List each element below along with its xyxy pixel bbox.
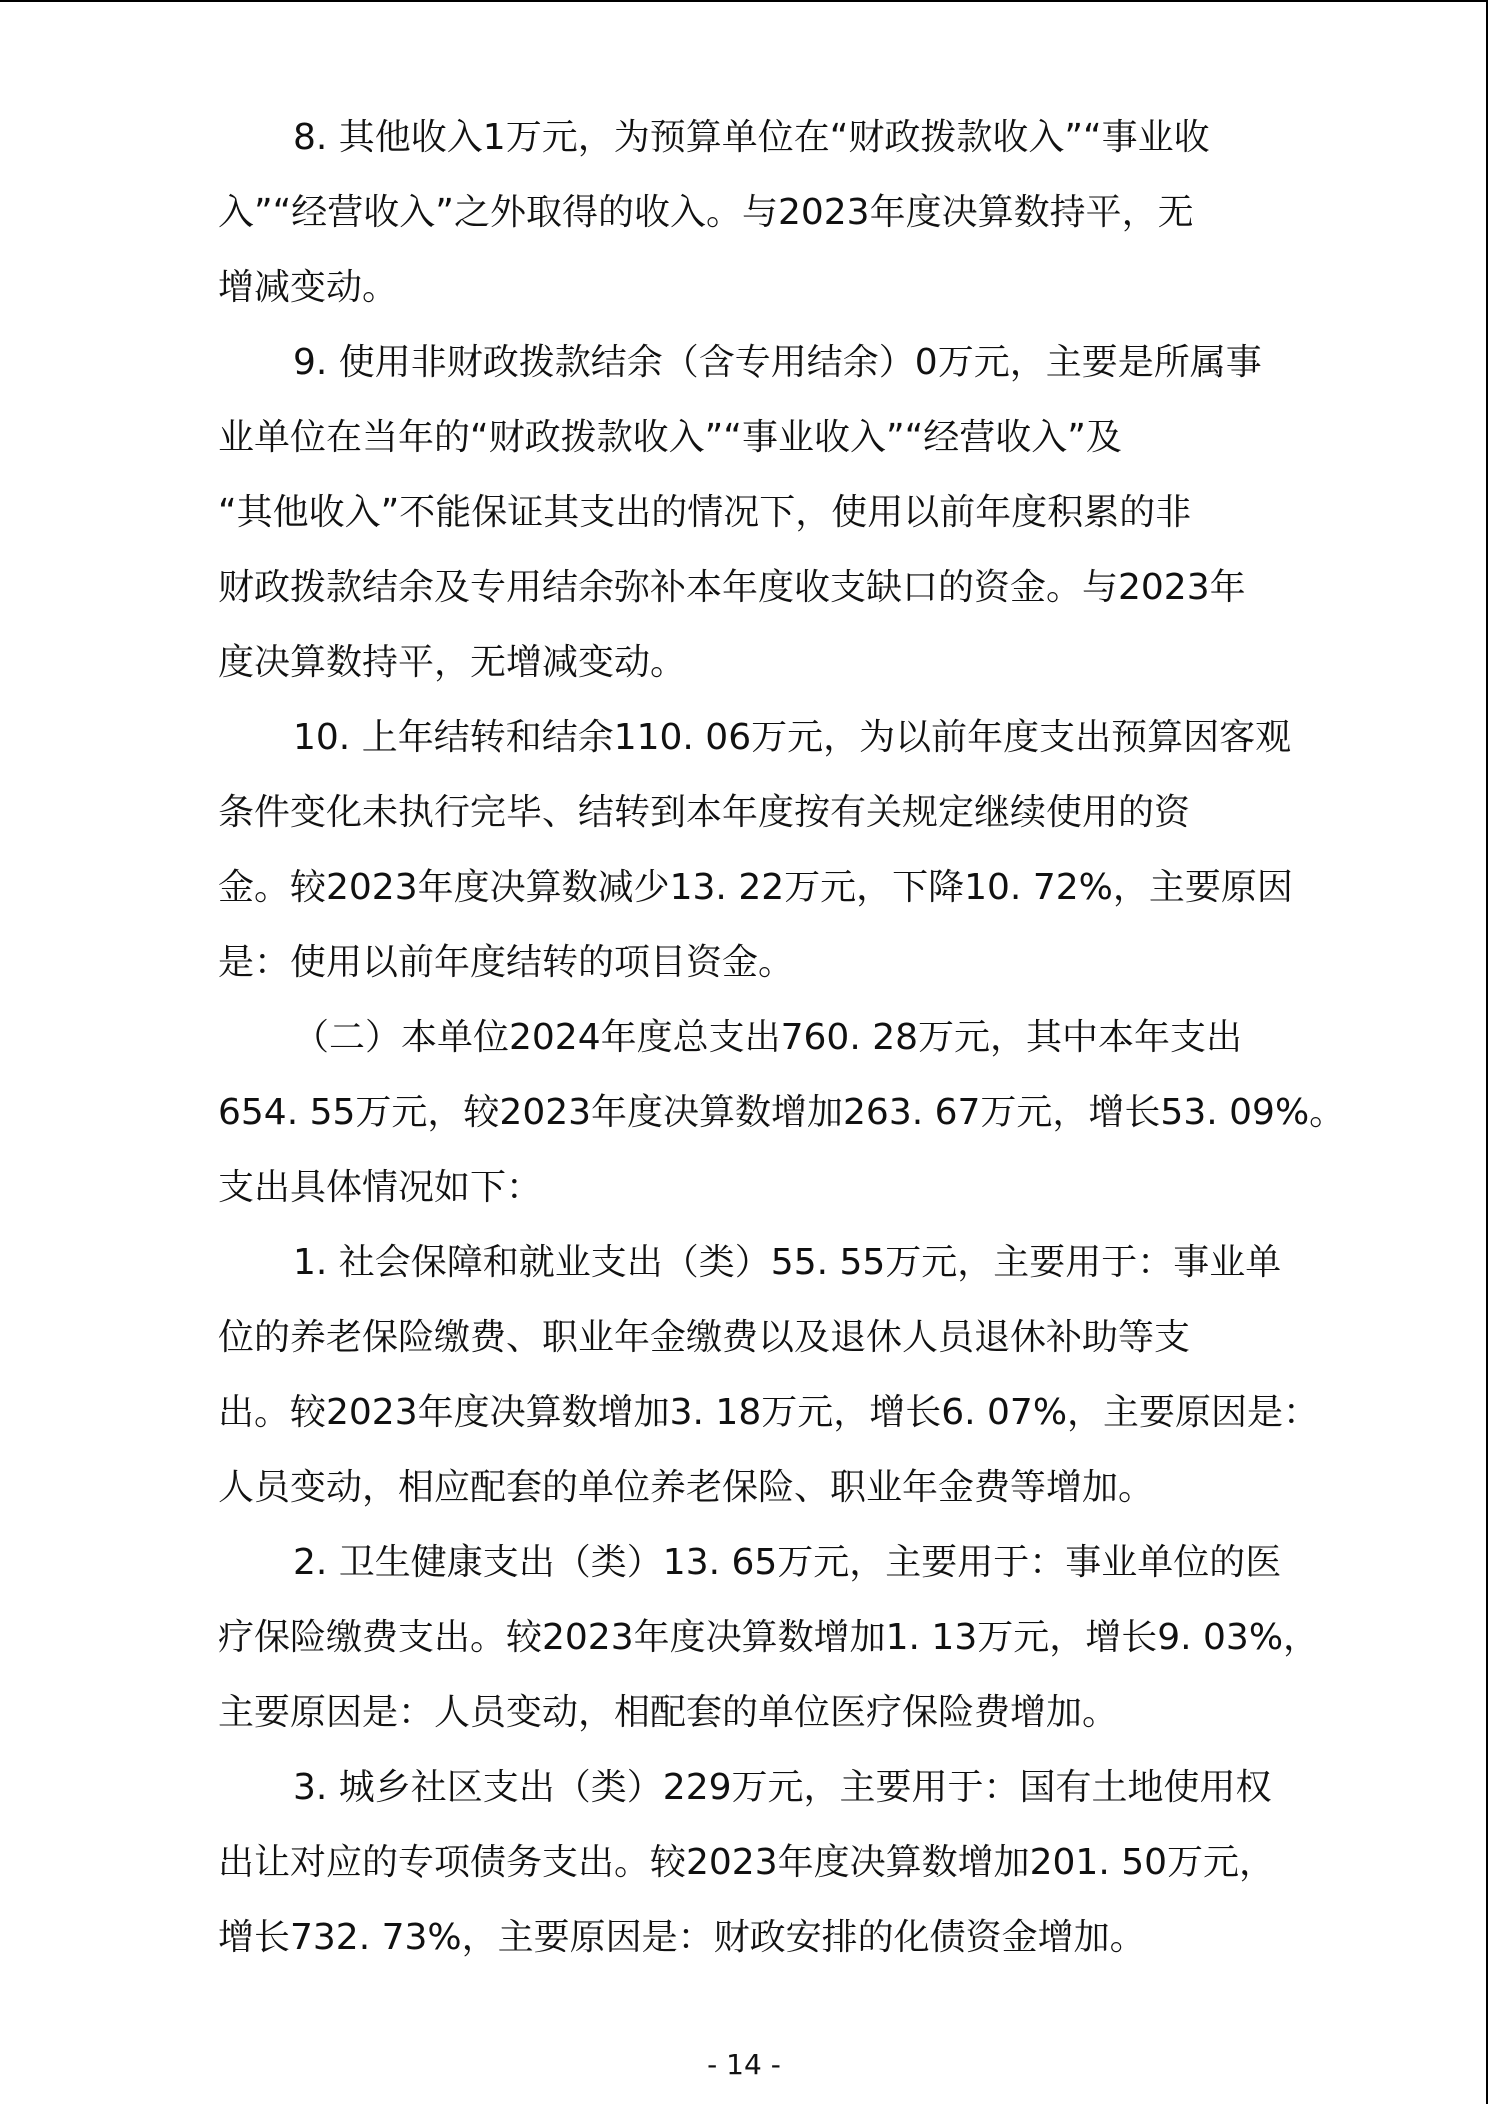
paragraph-urban-rural: [218, 1750, 1286, 1975]
page-number: - 14 -: [707, 2048, 781, 2081]
text-line: 8. 其他收入1万元，为预算单位在“财政拨款收入”“事业收: [293, 117, 1210, 158]
text-line: 业单位在当年的“财政拨款收入”“事业收入”“经营收入”及: [218, 417, 1122, 458]
text-line: 度决算数持平，无增减变动。: [218, 642, 687, 683]
text-line: 2. 卫生健康支出（类）13. 65万元，主要用于：事业单位的医: [293, 1542, 1282, 1583]
text-line: 入”“经营收入”之外取得的收入。与2023年度决算数持平，无: [218, 192, 1194, 233]
text-line: 9. 使用非财政拨款结余（含专用结余）0万元，主要是所属事: [293, 342, 1262, 383]
paragraph-non-fiscal-balance: [218, 325, 1286, 700]
text-line: 财政拨款结余及专用结余弥补本年度收支缺口的资金。与2023年: [218, 567, 1246, 608]
text-line: 增长732. 73%，主要原因是：财政安排的化债资金增加。: [218, 1917, 1146, 1958]
text-line: 金。较2023年度决算数减少13. 22万元，下降10. 72%，主要原因: [218, 867, 1293, 908]
text-line: 支出具体情况如下：: [218, 1167, 543, 1208]
text-line: 10. 上年结转和结余110. 06万元，为以前年度支出预算因客观: [293, 717, 1292, 758]
text-line: 主要原因是：人员变动，相配套的单位医疗保险费增加。: [218, 1692, 1119, 1733]
text-line: “其他收入”不能保证其支出的情况下，使用以前年度积累的非: [218, 492, 1192, 533]
text-line: 条件变化未执行完毕、结转到本年度按有关规定继续使用的资: [218, 792, 1191, 833]
text-line: 位的养老保险缴费、职业年金缴费以及退休人员退休补助等支: [218, 1317, 1191, 1358]
text-line: 出让对应的专项债务支出。较2023年度决算数增加201. 50万元，: [218, 1842, 1276, 1883]
text-line: 654. 55万元，较2023年度决算数增加263. 67万元，增长53. 09%。: [218, 1092, 1346, 1133]
paragraph-total-expenditure: [218, 1000, 1346, 1225]
paragraph-carryover: [218, 700, 1293, 1000]
text-line: 是：使用以前年度结转的项目资金。: [218, 942, 795, 983]
paragraph-social-security: [218, 1225, 1320, 1525]
text-line: （二）本单位2024年度总支出760. 28万元，其中本年支出: [293, 1017, 1243, 1058]
text-line: 人员变动，相应配套的单位养老保险、职业年金费等增加。: [218, 1467, 1155, 1508]
text-line: 3. 城乡社区支出（类）229万元，主要用于：国有土地使用权: [293, 1767, 1272, 1808]
paragraph-health: [218, 1525, 1320, 1750]
document-body: [218, 100, 1346, 1975]
text-line: 增减变动。: [218, 267, 399, 308]
paragraph-other-income: [218, 100, 1286, 325]
text-line: 出。较2023年度决算数增加3. 18万元，增长6. 07%，主要原因是：: [218, 1392, 1320, 1433]
text-line: 疗保险缴费支出。较2023年度决算数增加1. 13万元，增长9. 03%，: [218, 1617, 1320, 1658]
text-line: 1. 社会保障和就业支出（类）55. 55万元，主要用于：事业单: [293, 1242, 1282, 1283]
